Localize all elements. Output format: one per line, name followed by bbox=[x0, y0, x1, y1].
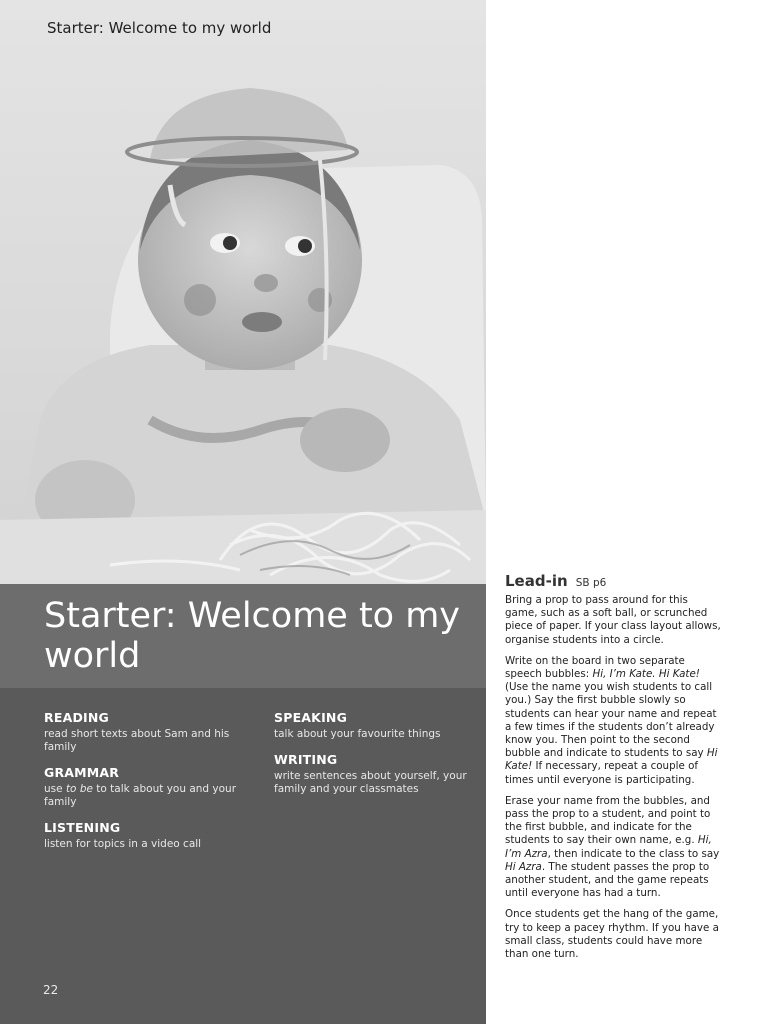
baby-photo-illustration bbox=[0, 0, 486, 590]
objective-speaking bbox=[274, 710, 489, 741]
objective-heading: GRAMMAR bbox=[44, 765, 120, 780]
paragraph: Once students get the hang of the game, try to keep a pacey rhythm. If you have a small class, students could have more than one turn. bbox=[505, 908, 719, 961]
lead-in-heading bbox=[505, 571, 606, 590]
text-part: to talk about you and your family bbox=[44, 783, 237, 808]
text-part: . The student passes the prop to another student, and the game repeats until everyone has had a turn. bbox=[505, 860, 710, 900]
text-part: , then indicate to the class to say bbox=[547, 847, 720, 860]
text-emphasis: Hi Azra bbox=[505, 860, 542, 873]
objective-heading: SPEAKING bbox=[274, 710, 348, 725]
photo-baby-spaghetti bbox=[0, 0, 486, 590]
objective-text: read short texts about Sam and his family bbox=[44, 728, 230, 753]
lead-in-body bbox=[505, 594, 723, 969]
objective-text bbox=[44, 783, 259, 809]
objective-heading: LISTENING bbox=[44, 820, 121, 835]
page-number: 22 bbox=[43, 983, 59, 997]
running-head: Starter: Welcome to my world bbox=[47, 19, 272, 37]
objectives-column-left bbox=[44, 710, 259, 862]
text-emphasis: Hi, I’m Kate. Hi Kate! bbox=[592, 668, 700, 681]
chapter-title: Starter: Welcome to my world bbox=[44, 596, 461, 676]
objective-heading: READING bbox=[44, 710, 109, 725]
objective-text: write sentences about yourself, your family and your classmates bbox=[274, 770, 467, 795]
objective-reading bbox=[44, 710, 259, 754]
objective-text: listen for topics in a video call bbox=[44, 838, 202, 850]
objective-grammar bbox=[44, 765, 259, 809]
paragraph: Bring a prop to pass around for this game, such as a soft ball, or scrunched piece of paper. If your class layout allows, organise students into a circle. bbox=[505, 594, 721, 646]
objectives-column-right bbox=[274, 710, 489, 807]
text-part: If necessary, repeat a couple of times until everyone is participating. bbox=[505, 760, 699, 786]
objective-text: talk about your favourite things bbox=[274, 728, 441, 740]
objective-heading: WRITING bbox=[274, 752, 338, 767]
lead-in-title: Lead-in bbox=[505, 572, 568, 590]
paragraph bbox=[505, 795, 723, 901]
text-emphasis: to be bbox=[65, 783, 93, 795]
text-emphasis: Hi Kate! bbox=[505, 747, 718, 773]
text-part: use bbox=[44, 783, 66, 795]
objective-writing bbox=[274, 752, 489, 796]
lead-in-reference: SB p6 bbox=[575, 577, 607, 589]
text-part: Erase your name from the bubbles, and pass the prop to a student, and point to the first bubble, and indicate for the students to say their own name, e.g. bbox=[505, 794, 711, 847]
text-emphasis: Hi, I’m Azra bbox=[505, 834, 712, 860]
text-part: Write on the board in two separate speech bubbles: bbox=[505, 654, 685, 681]
objective-listening bbox=[44, 820, 259, 851]
paragraph bbox=[505, 655, 723, 787]
text-part: (Use the name you wish students to call you.) Say the first bubble slowly so students can hear your name and repeat a few times if the students don’t already know you. Then point to the second bubble and indicate to students to say bbox=[505, 681, 717, 760]
